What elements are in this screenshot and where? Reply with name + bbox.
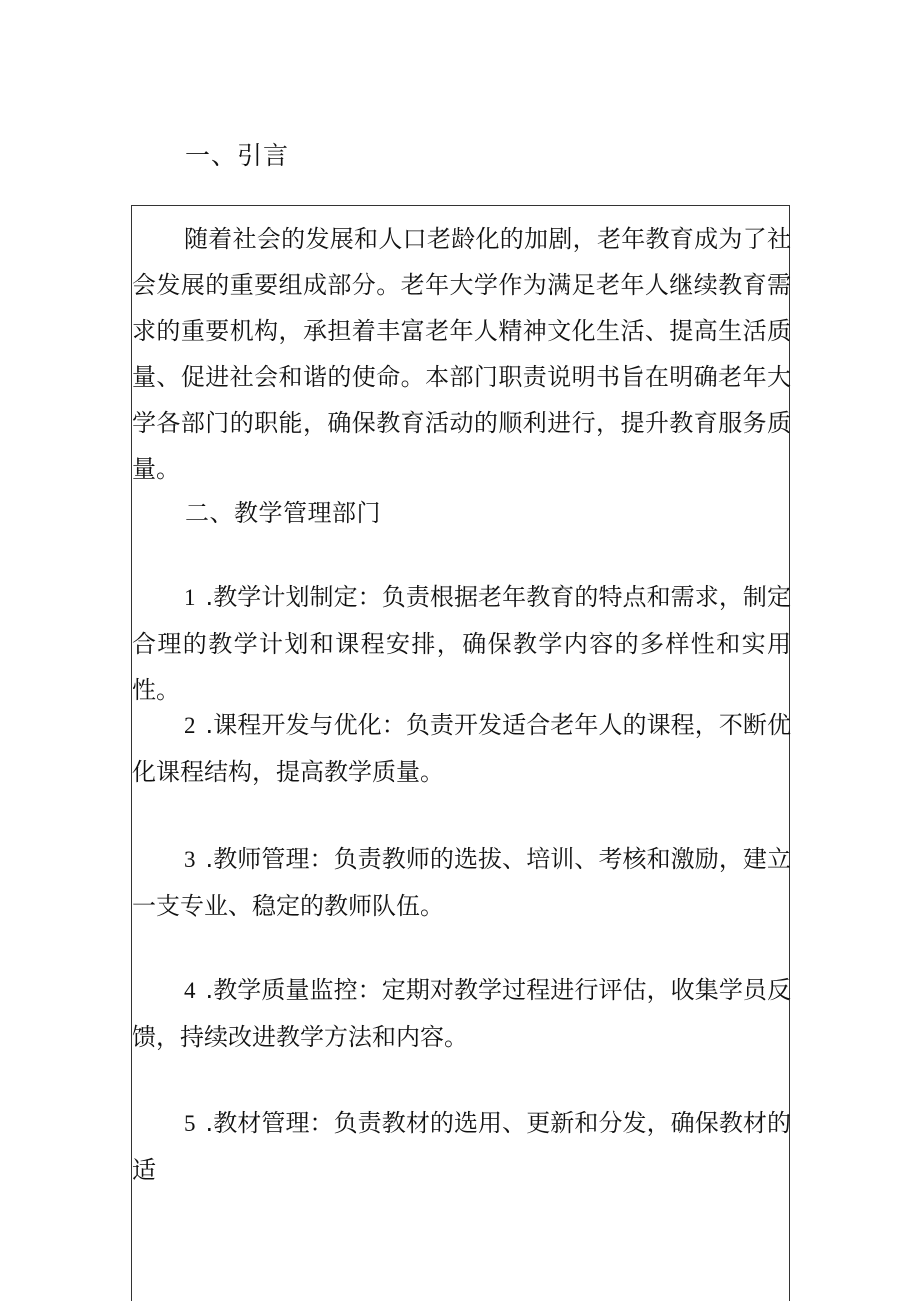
list-item [132, 1100, 791, 1193]
teaching-management-heading: 二、教学管理部门 [185, 499, 381, 527]
item-text: .课程开发与优化：负责开发适合老年人的课程，不断优化课程结构，提高教学质量。 [132, 711, 791, 786]
item-text: .教材管理：负责教材的选用、更新和分发，确保教材的适 [132, 1109, 791, 1184]
item-number: 3 [184, 847, 196, 872]
item-number: 2 [184, 713, 196, 738]
item-number: 4 [184, 978, 196, 1003]
list-item [132, 967, 791, 1060]
item-number: 5 [184, 1111, 196, 1136]
intro-paragraph: 随着社会的发展和人口老龄化的加剧，老年教育成为了社会发展的重要组成部分。老年大学作为满足老年人继续教育需求的重要机构，承担着丰富老年人精神文化生活、提高生活质量、促进社会和谐的使命。本部门职责说明书旨在明确老年大学各部门的职能，确保教育活动的顺利进行，提升教育服务质量。 [132, 225, 791, 483]
intro-heading: 一、引言 [185, 141, 290, 170]
item-text: .教师管理：负责教师的选拔、培训、考核和激励，建立一支专业、稳定的教师队伍。 [132, 845, 791, 920]
list-item [132, 702, 791, 795]
list-item [132, 836, 791, 929]
item-text: .教学质量监控：定期对教学过程进行评估，收集学员反馈，持续改进教学方法和内容。 [132, 976, 791, 1051]
list-item [132, 574, 791, 713]
item-text: .教学计划制定：负责根据老年教育的特点和需求，制定合理的教学计划和课程安排，确保教学内容的多样性和实用性。 [132, 583, 791, 704]
item-number: 1 [184, 585, 196, 610]
